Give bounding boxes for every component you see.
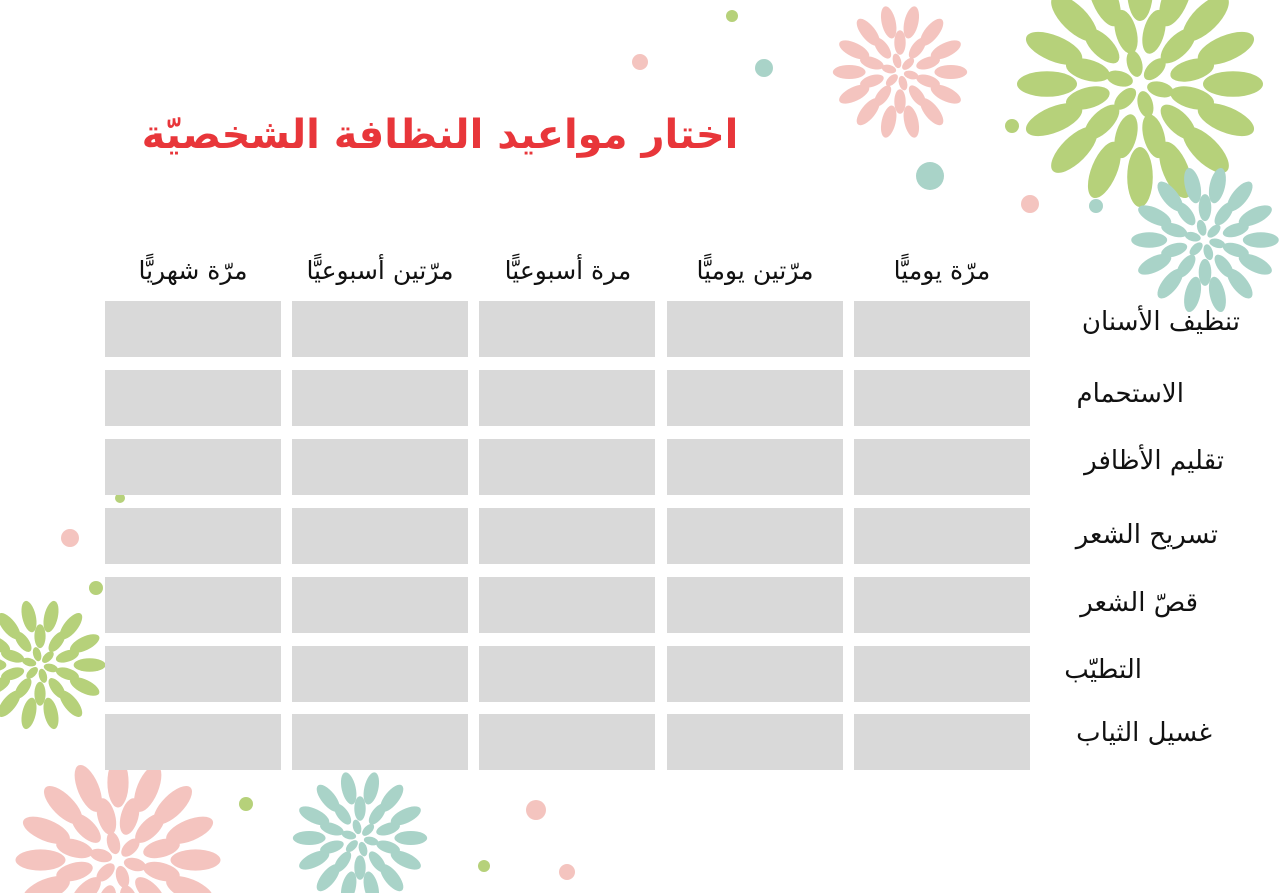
flower-green-left	[0, 599, 106, 730]
column-header-once-weekly: مرة أسبوعيًّا	[504, 256, 632, 285]
schedule-cell-row2-once-daily[interactable]	[854, 370, 1030, 426]
schedule-cell-row4-once-daily[interactable]	[854, 508, 1030, 564]
schedule-cell-row1-once-daily[interactable]	[854, 301, 1030, 357]
row-label-nail-trimming: تقليم الأظافر	[1084, 446, 1224, 476]
column-header-twice-weekly: مرّتين أسبوعيًّا	[306, 256, 454, 285]
schedule-cell-row5-once-daily[interactable]	[854, 577, 1030, 633]
row-label-perfuming: التطيّب	[1064, 655, 1142, 685]
schedule-cell-row4-once-weekly[interactable]	[479, 508, 655, 564]
schedule-cell-row7-twice-daily[interactable]	[667, 714, 843, 770]
row-label-haircut: قصّ الشعر	[1080, 588, 1198, 618]
column-header-twice-daily: مرّتين يوميًّا	[696, 256, 814, 285]
schedule-cell-row7-once-monthly[interactable]	[105, 714, 281, 770]
row-label-laundry: غسيل الثياب	[1076, 718, 1212, 748]
schedule-cell-row2-once-weekly[interactable]	[479, 370, 655, 426]
flower-teal-bottom	[293, 771, 427, 893]
row-label-hair-combing: تسريح الشعر	[1075, 520, 1218, 550]
schedule-cell-row6-once-weekly[interactable]	[479, 646, 655, 702]
column-header-once-monthly: مرّة شهريًّا	[138, 256, 248, 285]
schedule-cell-row4-twice-weekly[interactable]	[292, 508, 468, 564]
schedule-cell-row2-twice-weekly[interactable]	[292, 370, 468, 426]
schedule-cell-row2-twice-daily[interactable]	[667, 370, 843, 426]
schedule-cell-row3-once-daily[interactable]	[854, 439, 1030, 495]
schedule-cell-row1-once-weekly[interactable]	[479, 301, 655, 357]
schedule-cell-row7-once-weekly[interactable]	[479, 714, 655, 770]
schedule-cell-row5-twice-daily[interactable]	[667, 577, 843, 633]
row-label-brushing-teeth: تنظيف الأسنان	[1081, 307, 1240, 337]
schedule-cell-row3-twice-daily[interactable]	[667, 439, 843, 495]
schedule-cell-row5-once-weekly[interactable]	[479, 577, 655, 633]
schedule-cell-row7-twice-weekly[interactable]	[292, 714, 468, 770]
schedule-cell-row3-once-weekly[interactable]	[479, 439, 655, 495]
schedule-cell-row1-twice-weekly[interactable]	[292, 301, 468, 357]
flower-teal-right	[1131, 166, 1279, 313]
schedule-cell-row1-once-monthly[interactable]	[105, 301, 281, 357]
schedule-cell-row2-once-monthly[interactable]	[105, 370, 281, 426]
schedule-cell-row3-once-monthly[interactable]	[105, 439, 281, 495]
schedule-cell-row1-twice-daily[interactable]	[667, 301, 843, 357]
schedule-cell-row6-once-monthly[interactable]	[105, 646, 281, 702]
page-title: اختار مواعيد النظافة الشخصيّة	[141, 112, 739, 158]
schedule-cell-row6-twice-daily[interactable]	[667, 646, 843, 702]
schedule-cell-row5-once-monthly[interactable]	[105, 577, 281, 633]
schedule-cell-row4-once-monthly[interactable]	[105, 508, 281, 564]
row-label-bathing: الاستحمام	[1076, 379, 1184, 409]
schedule-cell-row3-twice-weekly[interactable]	[292, 439, 468, 495]
schedule-cell-row6-once-daily[interactable]	[854, 646, 1030, 702]
column-header-once-daily: مرّة يوميًّا	[893, 256, 991, 285]
flower-pink-bottom-left	[16, 758, 221, 893]
schedule-cell-row4-twice-daily[interactable]	[667, 508, 843, 564]
flower-green-top-right	[1017, 0, 1263, 207]
flower-pink-top	[833, 5, 967, 139]
schedule-cell-row6-twice-weekly[interactable]	[292, 646, 468, 702]
schedule-cell-row5-twice-weekly[interactable]	[292, 577, 468, 633]
schedule-cell-row7-once-daily[interactable]	[854, 714, 1030, 770]
